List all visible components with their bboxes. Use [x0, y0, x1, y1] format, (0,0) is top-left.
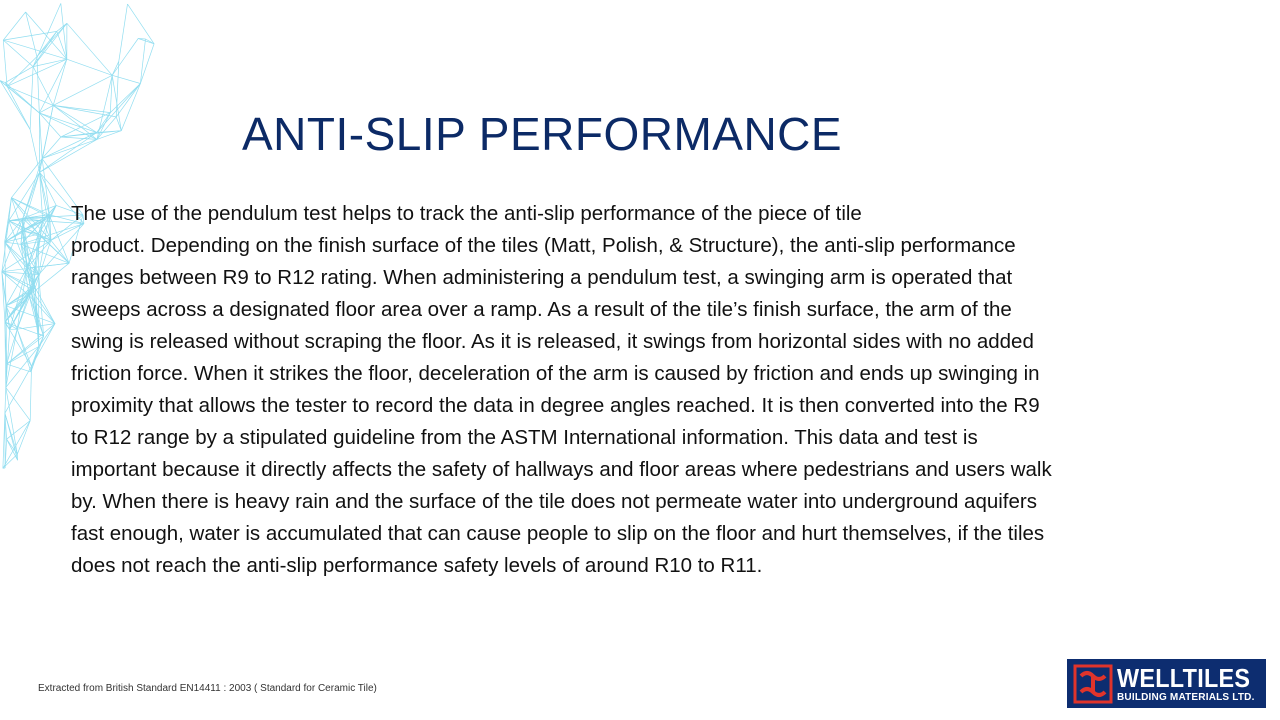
body-line: sweeps across a designated floor area over a ramp. As a result of the tile’s finish surface, the arm of the [71, 298, 1012, 321]
body-line: proximity that allows the tester to record the data in degree angles reached. It is then converted into the R9 [71, 394, 1040, 417]
wireframe-line [33, 31, 57, 66]
wireframe-line [30, 129, 39, 172]
wireframe-line [5, 242, 27, 268]
wireframe-line [5, 67, 33, 83]
wireframe-line [3, 40, 33, 67]
wireframe-line [6, 387, 30, 420]
wireframe-line [40, 133, 97, 173]
company-logo [1067, 659, 1266, 708]
wireframe-line [53, 105, 110, 112]
wireframe-line [42, 105, 53, 158]
wireframe-line [17, 329, 31, 366]
body-line: swing is released without scraping the floor. As it is released, it swings from horizontal sides with no added [71, 330, 1034, 353]
wireframe-line [7, 86, 30, 129]
wireframe-line [32, 347, 39, 367]
wireframe-line [119, 4, 128, 61]
body-line: product. Depending on the finish surface of the tiles (Matt, Polish, & Structure), the anti-slip performance [71, 234, 1016, 257]
body-line: friction force. When it strikes the floor, deceleration of the arm is caused by friction and ends up swinging in [71, 362, 1040, 385]
body-line: important because it directly affects the safety of hallways and floor areas where pedestrians and users walk [71, 458, 1052, 481]
wireframe-line [61, 113, 110, 137]
source-footnote: Extracted from British Standard EN14411 : 2003 ( Standard for Ceramic Tile) [38, 683, 377, 694]
wireframe-line [128, 4, 155, 44]
wireframe-line [112, 61, 119, 75]
wireframe-line [0, 81, 30, 130]
wireframe-line [112, 75, 140, 83]
wireframe-line [7, 86, 53, 105]
wireframe-line [116, 117, 121, 131]
wireframe-line [110, 84, 140, 113]
wireframe-line [3, 421, 30, 469]
body-line: The use of the pendulum test helps to track the anti-slip performance of the piece of tile [71, 202, 862, 225]
wireframe-line [2, 272, 5, 322]
body-line: does not reach the anti-slip performance safety levels of around R10 to R11. [71, 554, 763, 577]
wireframe-line [97, 84, 141, 133]
body-line: by. When there is heavy rain and the surface of the tile does not permeate water into underground aquifers [71, 490, 1037, 513]
wireframe-line [7, 364, 31, 372]
body-line: fast enough, water is accumulated that can cause people to slip on the floor and hurt themselves, if the tiles [71, 522, 1045, 545]
logo-name: WELLTILES [1117, 662, 1251, 693]
wireframe-line [121, 84, 140, 131]
logo-tagline: BUILDING MATERIALS LTD. [1117, 691, 1255, 703]
body-line: to R12 range by a stipulated guideline from the ASTM International information. This data and test is [71, 426, 978, 449]
wireframe-line [33, 67, 53, 106]
body-line: ranges between R9 to R12 rating. When administering a pendulum test, a swinging arm is operated that [71, 266, 1013, 289]
wireframe-line [3, 40, 67, 59]
wireframe-line [23, 159, 42, 219]
wireframe-line [53, 75, 112, 105]
body-paragraph [71, 198, 1261, 582]
wireframe-line [61, 137, 97, 139]
wireframe-line [116, 84, 140, 117]
wireframe-line [112, 39, 138, 76]
slide-title: ANTI-SLIP PERFORMANCE [242, 108, 843, 160]
wireframe-line [11, 198, 49, 215]
wireframe-line [5, 322, 6, 387]
wireframe-line [3, 40, 7, 86]
welltiles-mark-icon [1073, 664, 1113, 704]
wireframe-line [35, 240, 51, 288]
wireframe-line [0, 81, 39, 113]
wireframe-line [3, 12, 25, 40]
wireframe-line [7, 324, 55, 365]
wireframe-line [30, 366, 31, 420]
wireframe-line [5, 198, 12, 242]
